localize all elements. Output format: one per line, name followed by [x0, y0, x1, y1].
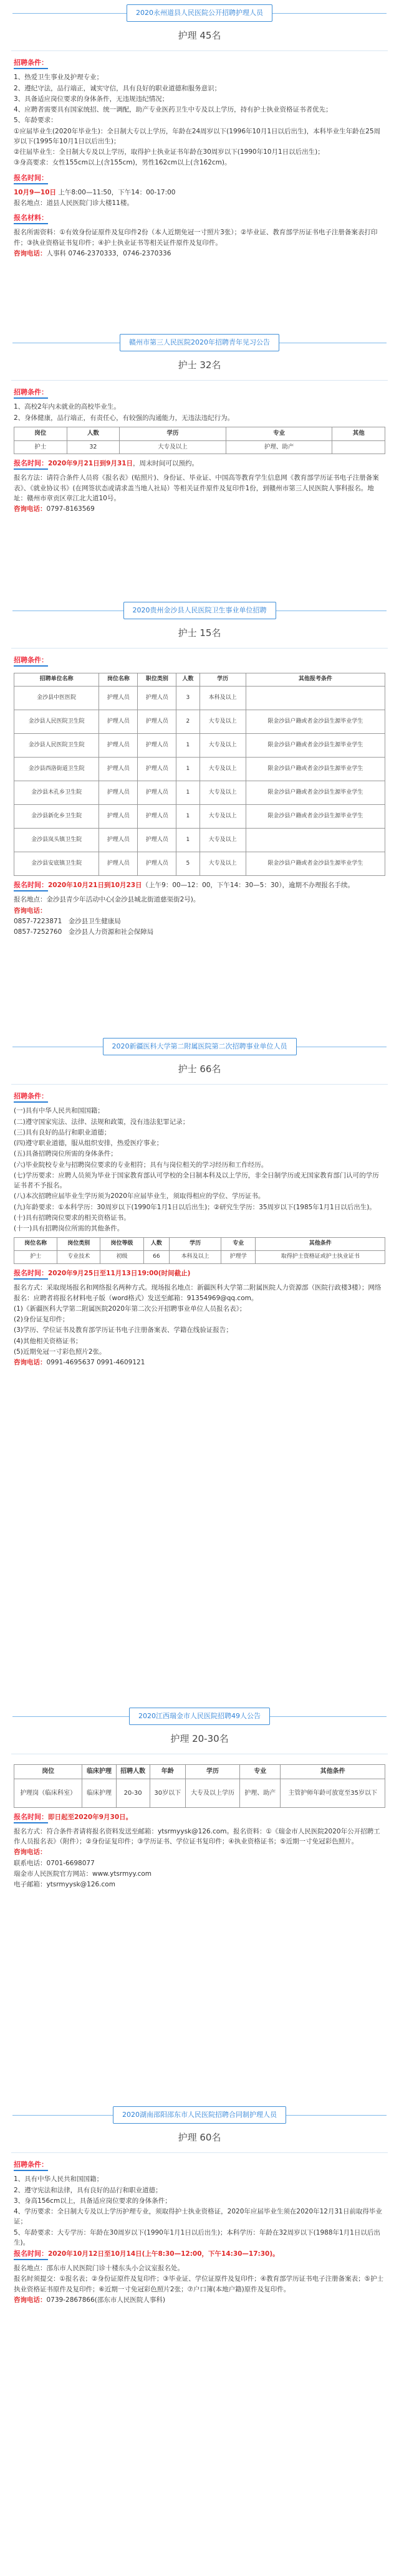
condition-line: (八)本次招聘应届毕业生学历须为2020年应届毕业生，须取得相应的学位、学历证书。 [14, 1192, 265, 1200]
table-cell: 限金沙县户籍或者金沙县生源毕业学生 [246, 852, 385, 876]
table-cell: 1 [176, 805, 200, 829]
table-cell: 限金沙县户籍或者金沙县生源毕业学生 [246, 781, 385, 805]
registration-time: 10月9—10日 [14, 188, 57, 196]
positions-table [14, 427, 385, 454]
registration-place: 报名地点：道县人民医院门诊大楼11楼。 [14, 199, 133, 207]
table-cell: 金沙县岚头镇卫生院 [14, 829, 99, 852]
condition-line: 1、具有中华人民共和国国籍； [14, 2175, 103, 2184]
condition-line: 1、高校2年内未就业的高校毕业生。 [14, 403, 120, 411]
registration-method: 报名方式：符合条件者请将报名资料发送至邮箱：ytsrmyysk@126.com。报名资料：①《瑞金市人民医院2020年公开招聘工作人员报名表》（附件）；②身份证复印件；③学历证书、学位证书复印件；④执业资格证书；⑤近期一寸免冠彩色照片。 [14, 1827, 380, 1846]
table-cell: 护理人员 [138, 734, 176, 758]
condition-line: (九)年龄要求：①本科学历：30周岁以下(1990年1月1日以后出生)；②研究生学历：35周岁以下(1985年1月1日以后出生)。 [14, 1203, 376, 1211]
table-header: 职位类别 [138, 673, 176, 687]
age-line: ③身高要求：女性155cm以上(含155cm)，男性162cm以上(含162cm)。 [14, 159, 231, 167]
section-xinjiang [0, 1037, 399, 1369]
registration-time: 2020年9月25日至11月13日19:00(时间截止) [48, 1270, 191, 1278]
section-banner [0, 1707, 399, 1726]
table-cell: 护理人员 [138, 758, 176, 781]
table-row [14, 852, 385, 876]
registration-time-detail: ，周末时间可以预约。 [133, 460, 199, 468]
condition-tag: 招聘条件： [14, 387, 48, 399]
table-cell: 金沙县人民医院卫生院 [14, 734, 99, 758]
table-header: 岗位名称 [99, 673, 138, 687]
condition-tag: 招聘条件： [14, 1091, 48, 1103]
table-header: 岗位 [14, 427, 67, 440]
age-line: ①应届毕业生(2020年毕业生)：全日制大专以上学历，年龄在24周岁以下(1996年10月1日以后出生)，本科毕业生年龄在25周岁以下(1995年10月1日以后出生)； [14, 127, 381, 145]
table-header: 其他报考条件 [246, 673, 385, 687]
positions-table [14, 1237, 385, 1264]
section-title: 2020湖南邵阳邵东市人民医院招聘合同制护理人员 [113, 2106, 286, 2123]
table-row [14, 1251, 385, 1264]
condition-line: (一)具有中华人民共和国国籍； [14, 1107, 104, 1115]
condition-tag: 招聘条件： [14, 2159, 48, 2171]
posts-count: 护理 45名 [178, 30, 221, 41]
section-banner [0, 4, 399, 22]
section-banner [0, 1037, 399, 1056]
materials-text: 报名时须提交：①报名表；②身份证原件及复印件；③毕业证、学位证原件及复印件；④教育部学历证书电子注册备案表；⑤护士执业资格证书原件及复印件；⑥近期一寸免冠彩色照片2张；⑦户口簿(本地户籍)原件及复印件。 [14, 2275, 384, 2293]
section-ruijin [0, 1707, 399, 1890]
condition-line: (七)学历要求：应聘人员须为毕业于国家教育部认可学校的全日制本科及以上学历，非全日制学历或无国家教育部门认可的学历证书者不予报名。 [14, 1171, 379, 1190]
table-cell: 护理人员 [99, 710, 138, 734]
table-cell: 5 [176, 852, 200, 876]
table-cell: 护理岗（临床科室） [14, 1779, 82, 1807]
table-cell: 取得护士资格证或护士执业证书 [256, 1251, 385, 1264]
table-cell: 护理人员 [138, 829, 176, 852]
registration-tag: 报名时间： [14, 1268, 48, 1280]
table-cell: 金沙县新化乡卫生院 [14, 805, 99, 829]
table-cell: 2 [176, 710, 200, 734]
condition-line: 2、遵纪守法，品行端正，诚实守信，具有良好的职业道德和服务意识； [14, 84, 221, 92]
table-cell: 大专及以上 [200, 734, 246, 758]
contact-phone[interactable]: 0797-8163569 [46, 505, 95, 513]
condition-line: 2、遵守宪法和法律，具有良好的品行和职业道德； [14, 2186, 162, 2194]
section-jinsha [0, 601, 399, 938]
table-cell: 初级 [100, 1251, 143, 1264]
table-cell: 护理人员 [99, 781, 138, 805]
materials-text: 报名所需资料：①有效身份证原件及复印件2份（本人近期免冠一寸照片3张）；②毕业证、教育部学历证书电子注册备案表打印件；③执业资格证书复印件；④护士执业证书等相关证件原件及复印件。 [14, 229, 378, 247]
table-cell: 护理学 [221, 1251, 256, 1264]
condition-line: 3、身高156cm以上，具备适应岗位要求的身体条件； [14, 2197, 171, 2205]
table-cell: 护理人员 [138, 710, 176, 734]
contact-phone[interactable]: 0739-2867866(邵东市人民医院人事科) [46, 2296, 165, 2304]
table-header: 岗位等级 [100, 1238, 143, 1251]
table-header: 招聘人数 [116, 1765, 150, 1779]
contact-phone[interactable]: 0991-4695637 0991-4609121 [46, 1359, 145, 1367]
table-cell: 金沙县人民医院卫生院 [14, 710, 99, 734]
table-cell: 20-30 [116, 1779, 150, 1807]
table-cell: 大专及以上 [120, 440, 226, 454]
registration-time-detail: 上午8:00—11:50，下午14：00-17:00 [58, 188, 176, 196]
table-cell: 护士 [14, 1251, 57, 1264]
registration-time: 2020年9月21日到9月31日 [48, 460, 133, 468]
condition-line: (二)遵守国家宪法、法律、法规和政策，没有违法犯罪记录； [14, 1118, 190, 1126]
table-cell: 金沙县西洛街道卫生院 [14, 758, 99, 781]
registration-tag: 报名时间： [14, 880, 48, 891]
table-cell: 护理人员 [138, 805, 176, 829]
condition-line: 1、热爱卫生事业及护理专业； [14, 74, 103, 82]
posts-count: 护理 20-30名 [170, 1733, 229, 1744]
condition-line: (十一)具有招聘岗位所需的其他条件。 [14, 1225, 124, 1233]
table-cell: 护理人员 [99, 734, 138, 758]
table-cell: 大专及以上 [200, 829, 246, 852]
section-title: 2020贵州金沙县人民医院卫生事业单位招聘 [123, 602, 276, 619]
table-cell: 护士 [14, 440, 67, 454]
contact-tag: 咨询电话： [14, 1848, 47, 1856]
contact-website[interactable]: 瑞金市人民医院官方网站：www.ytsrmyy.com [14, 1870, 151, 1878]
table-header: 学历 [120, 427, 226, 440]
section-shaodong [0, 2106, 399, 2306]
contact-phone[interactable]: 联系电话：0701-6698077 [14, 1859, 95, 1867]
table-header: 专业 [226, 427, 332, 440]
table-cell: 1 [176, 758, 200, 781]
table-cell: 大专及以上 [200, 758, 246, 781]
condition-line: (四)遵守职业道德，服从组织安排，热爱医疗事业； [14, 1139, 163, 1148]
contact-phone[interactable]: 0857-7223871 金沙县卫生健康局 [14, 917, 121, 925]
table-row [14, 829, 385, 852]
table-cell: 主管护师年龄可放宽至35岁以下 [281, 1779, 385, 1807]
section-ganzhou [0, 333, 399, 515]
posts-count: 护士 32名 [178, 359, 221, 371]
table-header: 人数 [67, 427, 120, 440]
material-line: (3)学历、学位证书及教育部学历证书电子注册备案表、学籍在线验证报告； [14, 1326, 233, 1334]
table-cell: 30岁以下 [150, 1779, 185, 1807]
registration-place: 报名地点：邵东市人民医院门诊十楼东头小会议室报名处。 [14, 2265, 184, 2273]
table-header: 其他 [332, 427, 385, 440]
condition-line: 3、具备适应岗位要求的身体条件，无违规违纪情况； [14, 95, 169, 103]
table-header: 人数 [176, 673, 200, 687]
table-header: 岗位名称 [14, 1238, 57, 1251]
table-header: 学历 [170, 1238, 221, 1251]
condition-line: 2、身体健康，品行端正，有责任心，有较强的沟通能力，无违法违纪行为。 [14, 414, 234, 422]
registration-tag: 报名时间： [14, 173, 48, 184]
table-cell: 限金沙县户籍或者金沙县生源毕业学生 [246, 734, 385, 758]
contact-tag: 咨询电话： [14, 249, 47, 257]
table-cell [246, 829, 385, 852]
contact-phone[interactable]: 人事科 0746-2370333，0746-2370336 [46, 249, 171, 257]
material-tag: 报名材料： [14, 212, 48, 224]
registration-tag: 报名时间： [14, 2248, 48, 2260]
table-header: 学历 [200, 673, 246, 687]
condition-line: (五)具备招聘岗位所需的身体条件； [14, 1150, 117, 1158]
table-cell: 金沙县木孔乡卫生院 [14, 781, 99, 805]
table-cell: 1 [176, 829, 200, 852]
table-header: 招聘单位名称 [14, 673, 99, 687]
condition-line: (十)具有招聘岗位要求的相关资格证书。 [14, 1214, 130, 1222]
registration-time: 2020年10月21日到10月23日 [48, 882, 142, 890]
table-row [14, 1779, 385, 1807]
table-cell: 3 [176, 687, 200, 710]
table-cell: 本科及以上 [200, 687, 246, 710]
table-header: 其他条件 [256, 1238, 385, 1251]
table-row [14, 781, 385, 805]
table-cell: 护理人员 [138, 781, 176, 805]
positions-table [14, 673, 385, 876]
table-row [14, 758, 385, 781]
posts-count: 护士 66名 [178, 1063, 221, 1075]
section-banner [0, 601, 399, 620]
registration-time: 2020年10月12日至10月14日(上午8:30—12:00，下午14:30—17:30)。 [48, 2250, 279, 2258]
table-cell: 大专及以上 [200, 781, 246, 805]
table-cell: 1 [176, 781, 200, 805]
table-cell: 大专及以上学历 [185, 1779, 239, 1807]
registration-time-detail: （上午9：00—12：00，下午14：30—5：30），逾期不办理报名手续。 [142, 882, 354, 890]
posts-count: 护士 15名 [178, 627, 221, 639]
table-cell: 66 [143, 1251, 170, 1264]
table-cell: 护理人员 [99, 805, 138, 829]
table-cell: 限金沙县户籍或者金沙县生源毕业学生 [246, 710, 385, 734]
material-line: (4)其他相关资格证书； [14, 1337, 82, 1345]
material-line: (2)身份证复印件； [14, 1316, 69, 1324]
table-header: 人数 [143, 1238, 170, 1251]
table-row [14, 805, 385, 829]
section-title: 2020新疆医科大学第二附属医院第二次招聘事业单位人员 [103, 1038, 297, 1055]
table-cell: 限金沙县户籍或者金沙县生源毕业学生 [246, 805, 385, 829]
table-cell: 1 [176, 734, 200, 758]
table-header: 学历 [185, 1765, 239, 1779]
section-banner [0, 2106, 399, 2124]
contact-tag: 咨询电话： [14, 2296, 47, 2304]
table-cell [332, 440, 385, 454]
condition-line: (六)毕业院校专业与招聘岗位要求的专业相符；具有与岗位相关的学习经历和工作经历。 [14, 1161, 268, 1169]
table-cell: 金沙县中医医院 [14, 687, 99, 710]
section-daoxian [0, 0, 399, 259]
table-header: 其他条件 [281, 1765, 385, 1779]
table-cell: 专业技术 [57, 1251, 100, 1264]
table-row [14, 734, 385, 758]
table-header: 岗位类别 [57, 1238, 100, 1251]
condition-tag: 招聘条件： [14, 655, 48, 667]
table-row [14, 710, 385, 734]
section-title: 2020永州道县人民医院公开招聘护理人员 [127, 4, 272, 21]
registration-time: 即日起至2020年9月30日。 [48, 1813, 133, 1821]
table-cell: 限金沙县户籍或者金沙县生源毕业学生 [246, 758, 385, 781]
contact-email[interactable]: 电子邮箱：ytsrmyysk@126.com [14, 1881, 115, 1889]
table-cell: 金沙县安底镇卫生院 [14, 852, 99, 876]
positions-table [14, 1764, 385, 1808]
condition-line: 4、应聘者需要具有国家统招、统一调配，助产专业医药卫生中专及以上学历，持有护士执业资格证书者优先； [14, 106, 332, 114]
table-cell: 本科及以上 [170, 1251, 221, 1264]
registration-method: 报名方式：采取现场报名和网络报名两种方式。现场报名地点：新疆医科大学第二附属医院人力资源部（医院行政楼3楼）；网络报名：应聘者将报名材料电子版（word格式）发送至邮箱：91354969@qq.com。 [14, 1284, 382, 1302]
section-banner [0, 333, 399, 352]
condition-line: 4、学历要求：全日制大专及以上学历护理专业，须取得护士执业资格证，2020年应届毕业生须在2020年12月31日前取得毕业证； [14, 2208, 382, 2226]
table-header: 岗位 [14, 1765, 82, 1779]
table-cell: 大专及以上 [200, 852, 246, 876]
table-cell: 护理人员 [138, 852, 176, 876]
table-cell: 护理人员 [99, 758, 138, 781]
condition-line: 5、年龄要求：大专学历：年龄在30周岁以下(1990年1月1日以后出生)；本科学历：年龄在32周岁以下(1988年1月1日以后出生)。 [14, 2228, 380, 2246]
table-header: 专业 [221, 1238, 256, 1251]
table-row [14, 687, 385, 710]
condition-tag: 招聘条件： [14, 57, 48, 69]
table-header: 年龄 [150, 1765, 185, 1779]
registration-tag: 报名时间： [14, 1812, 48, 1823]
table-cell: 护理、助产 [226, 440, 332, 454]
registration-tag: 报名时间： [14, 458, 48, 470]
registration-method: 报名方法：请符合条件人员将《报名表》(贴照片)、身份证、毕业证、中国高等教育学生信息网《教育部学历证书电子注册备案表》、《就业协议书》(在网签状态或请求盖当地人社局）等相关证件原件及复印件1份，到赣州市第三人民医院人事科报名。地址：赣州市章贡区章江北大道10号。 [14, 474, 379, 502]
contact-tag: 咨询电话： [14, 1359, 47, 1367]
material-line: (5)近期免冠一寸彩色照片2张。 [14, 1348, 106, 1356]
table-cell: 大专及以上 [200, 710, 246, 734]
section-title: 赣州市第三人民医院2020年招聘青年见习公告 [120, 334, 279, 351]
condition-line: (三)具有良好的品行和职业道德； [14, 1128, 111, 1136]
section-title: 2020江西瑞金市人民医院招聘49人公告 [129, 1708, 270, 1724]
table-row [14, 440, 385, 454]
age-line: ②往届毕业生：全日制大专及以上学历，取得护士执业证书年龄在30周岁以下(1990年10月1日以后出生)； [14, 148, 324, 156]
contact-tag: 咨询电话： [14, 906, 47, 915]
contact-tag: 咨询电话： [14, 505, 47, 513]
table-cell: 32 [67, 440, 120, 454]
registration-place: 报名地点：金沙县青少年活动中心(金沙县城北街道慈渠街2号)。 [14, 896, 200, 904]
table-cell: 临床护理 [82, 1779, 116, 1807]
table-header: 临床护理 [82, 1765, 116, 1779]
contact-phone[interactable]: 0857-7252760 金沙县人力资源和社会保障局 [14, 928, 154, 936]
material-line: (1)《新疆医科大学第二附属医院2020年第二次公开招聘事业单位人员报名表》； [14, 1305, 246, 1313]
table-cell: 护理人员 [99, 829, 138, 852]
condition-line: 5、年龄要求： [14, 116, 57, 125]
table-cell [246, 687, 385, 710]
table-cell: 护理人员 [99, 687, 138, 710]
table-cell: 护理人员 [138, 687, 176, 710]
posts-count: 护理 60名 [178, 2132, 221, 2143]
table-header: 专业 [240, 1765, 281, 1779]
table-cell: 大专及以上 [200, 805, 246, 829]
table-cell: 护理人员 [99, 852, 138, 876]
table-cell: 护理、助产 [240, 1779, 281, 1807]
